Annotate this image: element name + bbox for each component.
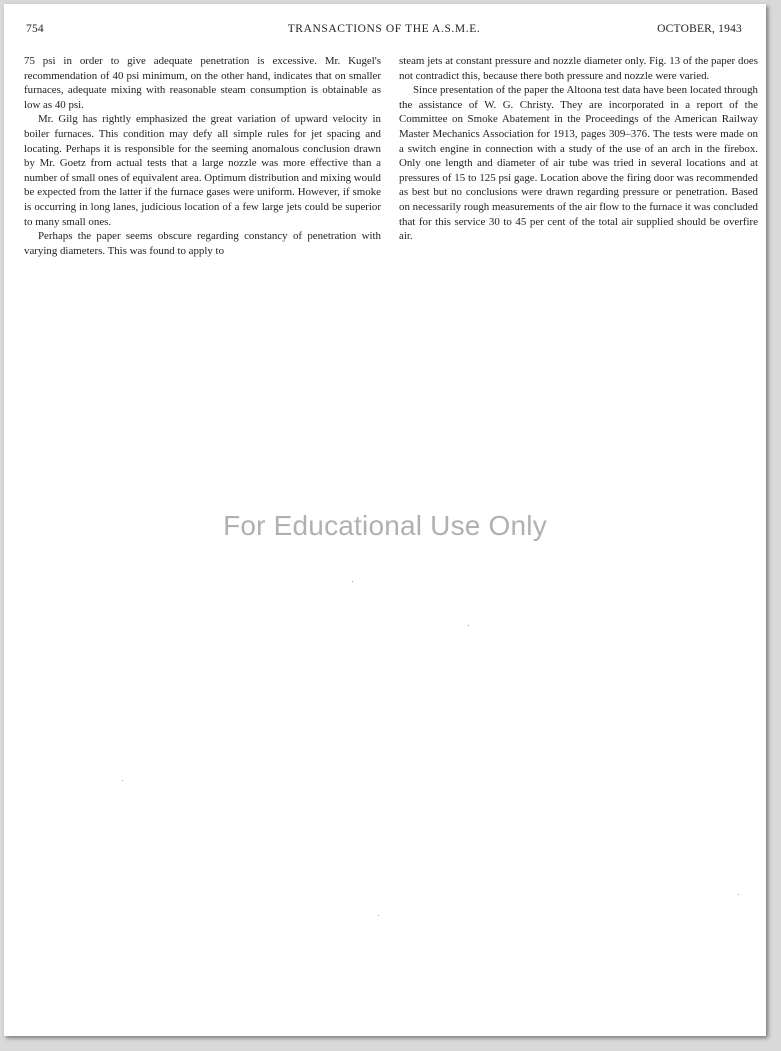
paragraph: 75 psi in order to give adequate penetration is excessive. Mr. Kugel's recommendation of 40 psi minimum, on the other hand, indicates that on smaller furnaces, adequate mixing with reasonable steam consumption is obtainable as low as 40 psi. bbox=[24, 55, 381, 111]
running-header bbox=[26, 23, 742, 39]
paragraph: steam jets at constant pressure and nozzle diameter only. Fig. 13 of the paper does not contradict this, because there both pressure and nozzle were varied. bbox=[399, 55, 758, 82]
scan-speck bbox=[378, 915, 379, 916]
watermark: For Educational Use Only bbox=[223, 510, 547, 541]
scan-speck bbox=[352, 581, 353, 582]
right-column bbox=[399, 54, 758, 244]
page-number: 754 bbox=[26, 23, 44, 35]
journal-title: TRANSACTIONS OF THE A.S.M.E. bbox=[287, 23, 481, 35]
scan-speck bbox=[122, 780, 123, 781]
scan-speck bbox=[468, 625, 469, 626]
left-column bbox=[24, 54, 381, 258]
paragraph: Since presentation of the paper the Altoona test data have been located through the assistance of W. G. Christy. They are incorporated in a report of the Committee on Smoke Abatement in the Proceedings of the American Railway Master Mechanics Association for 1913, pages 309–376. The tests were made on a switch engine in connection with a study of the use of an arch in the firebox. Only one length and diameter of air tube was tried in several locations and at pressures of 15 to 125 psi gage. Location above the firing door was recommended as best but no conclusions were drawn regarding pressure or penetration. Based on necessarily rough measurements of the air flow to the furnace it was concluded that for this service 30 to 45 per cent of the total air supplied should be overfire air. bbox=[399, 84, 758, 243]
paragraph: Perhaps the paper seems obscure regarding constancy of penetration with varying diameters. This was found to apply to bbox=[24, 230, 381, 257]
paragraph: Mr. Gilg has rightly emphasized the great variation of upward velocity in boiler furnaces. This condition may defy all simple rules for jet spacing and locating. Perhaps it is responsible for the seeming anomalous conclusion drawn by Mr. Goetz from actual tests that a large nozzle was more effective than a number of small ones of equivalent area. Optimum distribution and mixing would be expected from the latter if the furnace gases were uniform. However, if smoke is occurring in long lanes, judicious location of a few large jets could be superior to many small ones. bbox=[24, 113, 381, 228]
issue-date: OCTOBER, 1943 bbox=[657, 23, 742, 35]
page-sheet bbox=[4, 4, 766, 1036]
scan-speck bbox=[738, 894, 739, 895]
